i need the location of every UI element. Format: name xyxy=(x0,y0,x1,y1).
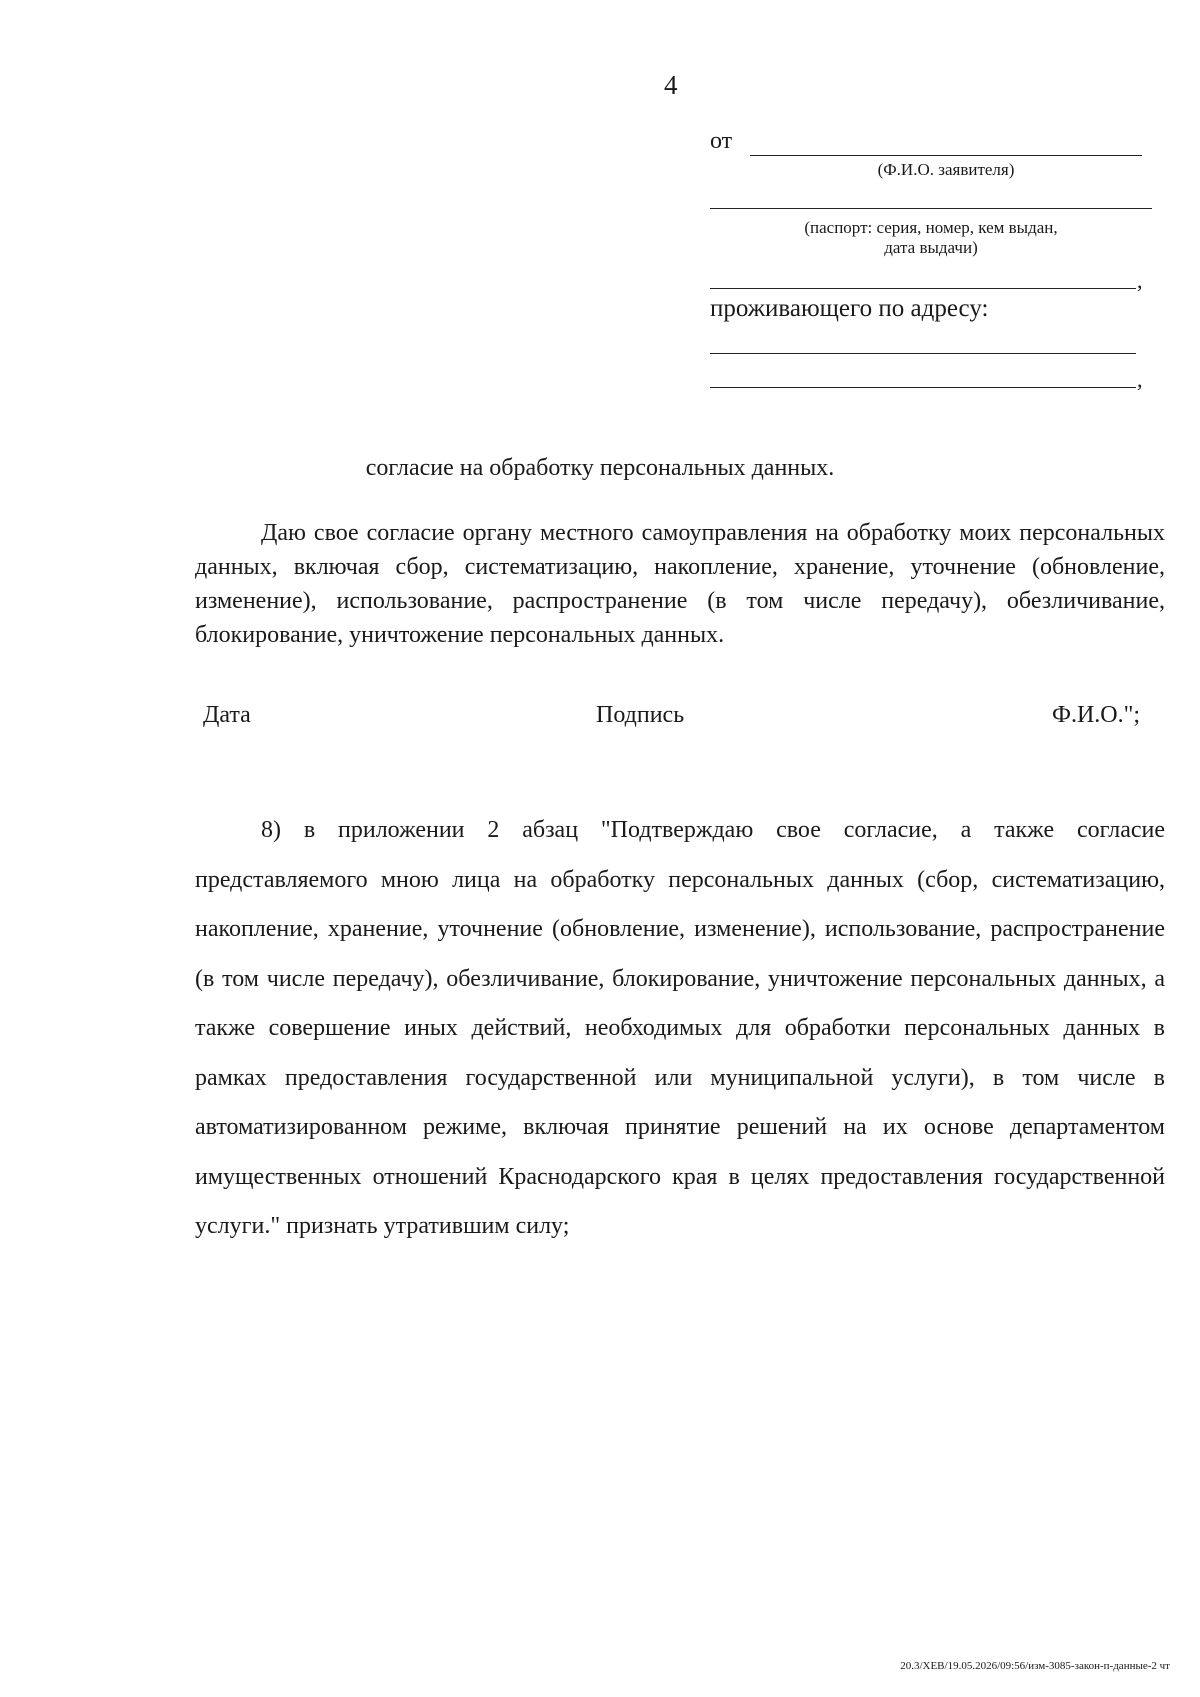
passport-caption-line2: дата выдачи) xyxy=(884,238,978,257)
consent-title: согласие на обработку персональных данных. xyxy=(365,455,835,481)
address-label: проживающего по адресу: xyxy=(710,295,989,322)
item-8-paragraph: 8) в приложении 2 абзац "Подтверждаю свое согласие, а также согласие представляемого мною лица на обработку персональных данных (сбор, систематизацию, накопление, хранение, уточнение (обновление, изменение), использование, распространение (в том числе передачу), обезличивание, блокирование, уничтожение персональных данных, а также совершение иных действий, необходимых для обработки персональных данных в рамках предоставления государственной или муниципальной услуги), в том числе в автоматизированном режиме, включая принятие решений на их основе департаментом имущественных отношений Краснодарского края в целях предоставления государственной услуги." признать утратившим силу; xyxy=(195,817,1165,1239)
fio-caption: (Ф.И.О. заявителя) xyxy=(877,160,1015,179)
comma-2: , xyxy=(1137,367,1143,392)
page-number: 4 xyxy=(664,70,678,100)
from-label: от xyxy=(710,128,733,154)
address-line-2 xyxy=(710,387,1136,388)
consent-paragraph: Даю свое согласие органу местного самоуправления на обработку моих персональных данных, включая сбор, систематизацию, накопление, хранение, уточнение (обновление, изменение), использование, распространение (в том числе передачу), обезличивание, блокирование, уничтожение персональных данных. xyxy=(195,520,1165,648)
passport-caption-line1: (паспорт: серия, номер, кем выдан, xyxy=(804,218,1058,237)
fio-line xyxy=(750,155,1142,156)
comma-1: , xyxy=(1137,268,1143,293)
passport-line xyxy=(710,208,1152,209)
address-line-1 xyxy=(710,353,1136,354)
fio-label: Ф.И.О."; xyxy=(1052,702,1141,728)
footer-code: 20.3/ХЕВ/19.05.2026/09:56/изм-3085-закон-п-данные-2 чт xyxy=(900,1660,1170,1672)
passport-line-2 xyxy=(710,288,1136,289)
signature-label: Подпись xyxy=(596,702,685,728)
date-label: Дата xyxy=(203,702,251,728)
